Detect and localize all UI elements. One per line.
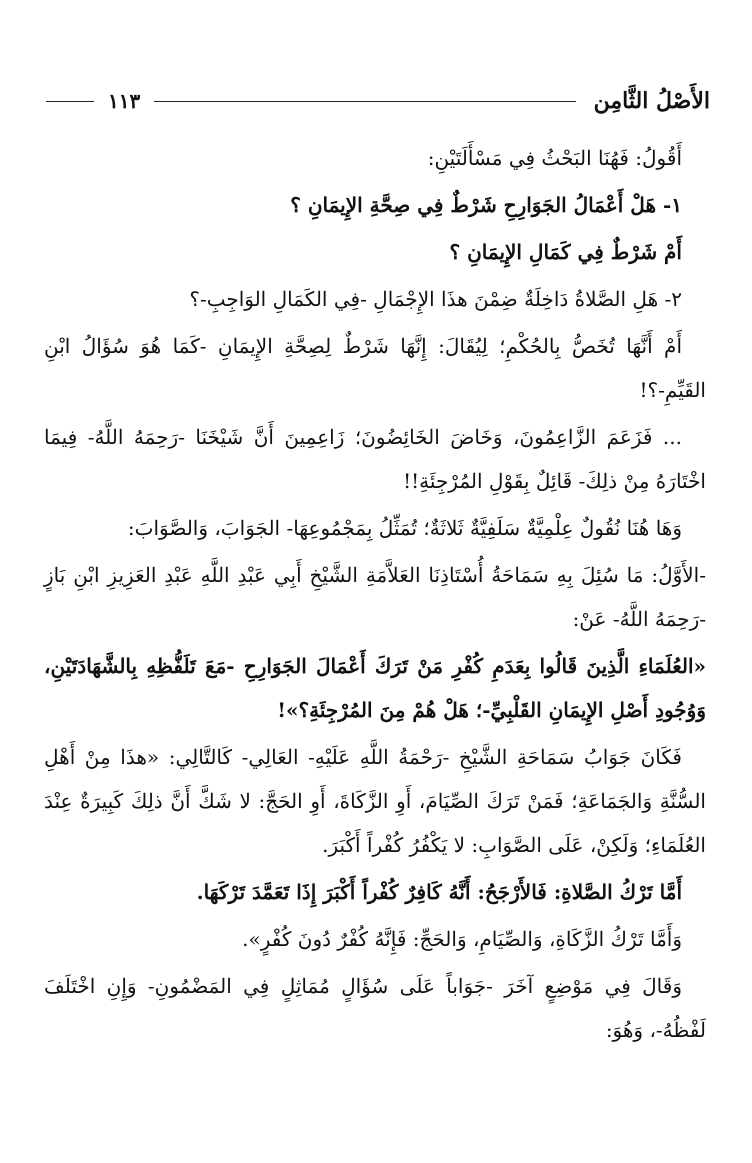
paragraph: أَمَّا تَرْكُ الصَّلاةِ: فَالأَرْجَحُ: أَنَّهُ كَافِرٌ كُفْراً أَكْبَرَ إِذَا تَعَمَّدَ تَرْكَهَا.	[196, 880, 682, 904]
header-rule-short	[46, 101, 94, 102]
paragraph: ... فَزَعَمَ الزَّاعِمُونَ، وَخَاضَ الخَائِضُونَ؛ زَاعِمِينَ أَنَّ شَيْخَنَا -رَحِمَهُ اللَّهُ- فِيمَا اخْتَارَهُ مِنْ ذلِكَ- قَائِلٌ بِقَوْلِ المُرْجِئَةِ!!	[44, 425, 706, 493]
paragraph: فَكَانَ جَوَابُ سَمَاحَةِ الشَّيْخِ -رَحْمَةُ اللَّهِ عَلَيْهِ- العَالِي- كَالتَّالِي: «هذَا مِنْ أَهْلِ السُّنَّةِ وَالجَمَاعَةِ؛ فَمَنْ تَرَكَ الصِّيَامَ، أَوِ الزَّكَاةَ، أَوِ الحَجَّ: لا شَكَّ أَنَّ ذلِكَ كَبِيرَةٌ عِنْدَ العُلَمَاءِ؛ وَلَكِنْ، عَلَى الصَّوَابِ: لا يَكْفُرُ كُفْراً أَكْبَرَ.	[44, 745, 706, 857]
paragraph: أَمْ أَنَّهَا تُخَصُّ بِالحُكْمِ؛ لِيُقَالَ: إِنَّهَا شَرْطٌ لِصِحَّةِ الإِيمَانِ -كَمَا هُوَ سُؤَالُ ابْنِ القَيِّمِ-؟!	[44, 334, 706, 402]
page-number: ١١٣	[108, 89, 141, 113]
body-text	[44, 136, 706, 1055]
paragraph: وَأَمَّا تَرْكُ الزَّكَاةِ، وَالصِّيَامِ، وَالحَجِّ: فَإِنَّهُ كُفْرٌ دُونَ كُفْرٍ».	[242, 927, 682, 951]
paragraph: -الأَوَّلُ: مَا سُئِلَ بِهِ سَمَاحَةُ أُسْتَاذِنَا العَلاَّمَةِ الشَّيْخِ أَبِي عَبْدِ اللَّهِ عَبْدِ العَزِيزِ ابْنِ بَازٍ -رَحِمَهُ اللَّهُ- عَنْ:	[44, 563, 707, 631]
running-header	[40, 84, 710, 118]
quoted-question: «العُلَمَاءِ الَّذِينَ قَالُوا بِعَدَمِ كُفْرِ مَنْ تَرَكَ أَعْمَالَ الجَوَارِحِ -مَعَ تَلَفُّظِهِ بِالشَّهَادَتَيْنِ، وَوُجُودِ أَصْلِ الإِيمَانِ القَلْبِيِّ-؛ هَلْ هُمْ مِنَ المُرْجِئَةِ؟»!	[44, 654, 706, 722]
paragraph: أَقُولُ: فَهُنَا البَحْثُ فِي مَسْأَلَتَيْنِ:	[427, 146, 682, 170]
header-rule	[154, 101, 575, 102]
paragraph: وَهَا هُنَا نُقُولٌ عِلْمِيَّةٌ سَلَفِيَّةٌ ثَلاثَةٌ؛ تُمَثِّلُ بِمَجْمُوعِهَا- الجَوَابَ، وَالصَّوَابَ:	[127, 516, 682, 540]
question-one-alternative: أَمْ شَرْطٌ فِي كَمَالِ الإِيمَانِ ؟	[449, 240, 682, 264]
question-one: ١- هَلْ أَعْمَالُ الجَوَارِحِ شَرْطٌ فِي صِحَّةِ الإِيمَانِ ؟	[290, 193, 682, 217]
paragraph: وَقَالَ فِي مَوْضِعٍ آخَرَ -جَوَاباً عَلَى سُؤَالٍ مُمَاثِلٍ فِي المَضْمُونِ- وَإِنِ اخْتَلَفَ لَفْظُهُ-، وَهُوَ:	[44, 974, 706, 1042]
question-two: ٢- هَلِ الصَّلاةُ دَاخِلَةٌ ضِمْنَ هذَا الإِجْمَالِ -فِي الكَمَالِ الوَاجِبِ-؟	[189, 287, 682, 311]
chapter-title: الأَصْلُ الثَّامِن	[593, 88, 710, 114]
